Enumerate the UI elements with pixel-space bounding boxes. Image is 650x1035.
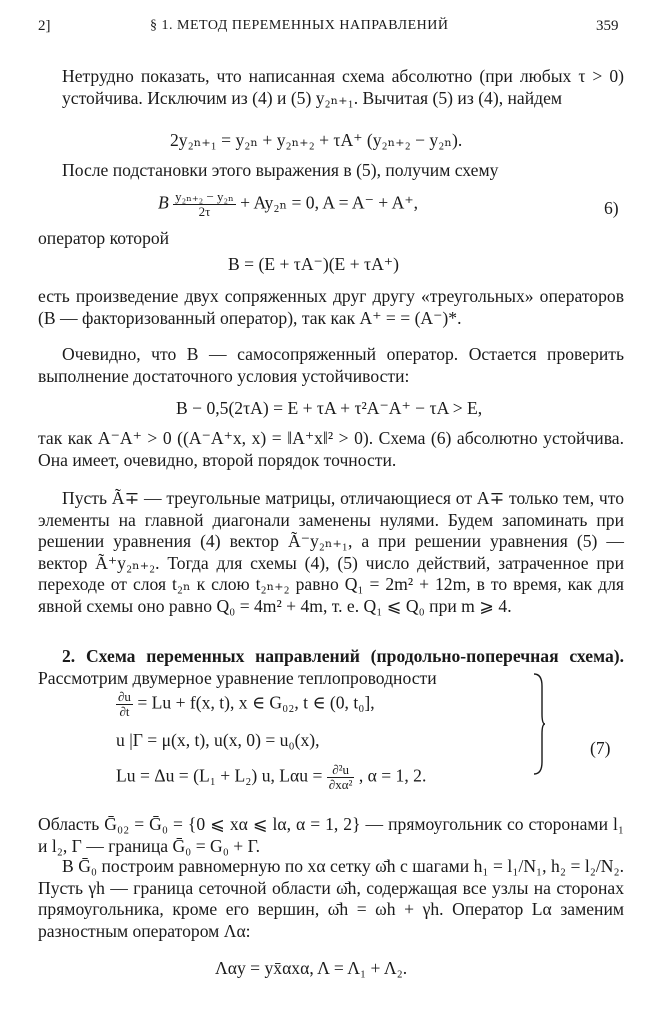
paragraph-5: Очевидно, что B — самосопряженный оператор. Остается проверить выполнение достаточного условия устойчивости: <box>38 344 624 386</box>
running-head: § 1. МЕТОД ПЕРЕМЕННЫХ НАПРАВЛЕНИЙ <box>150 18 449 33</box>
formula-7-line-2: u |Γ = μ(x, t), u(x, 0) = u₀(x), <box>116 730 320 750</box>
formula-7-line-3a: Lu = Δu = (L₁ + L₂) u, Lαu = <box>116 765 323 786</box>
paragraph-3: оператор которой <box>38 228 170 248</box>
formula-7-dx2: ∂xα² <box>328 777 353 792</box>
page-number: 359 <box>596 18 619 34</box>
formula-stability: B − 0,5(2τA) = E + τA + τ²A⁻A⁺ − τA > E, <box>176 398 483 418</box>
formula-7-d2u: ∂²u <box>327 763 355 778</box>
system-brace <box>532 672 546 776</box>
formula-6-rest: + Ay₂ₙ = 0, A = A⁻ + A⁺, <box>240 192 419 213</box>
formula-7-line-3b: , α = 1, 2. <box>358 765 427 786</box>
formula-6-denominator: 2τ <box>198 204 211 219</box>
paragraph-6: так как A⁻A⁺ > 0 ((A⁻A⁺x, x) = ‖A⁺x‖² > 0). Схема (6) абсолютно устойчива. Она имеет, очевидно, второй порядок точности. <box>38 428 624 470</box>
formula-7-line-1-rest: = Lu + f(x, t), x ∈ G₀₂, t ∈ (0, t₀], <box>137 692 375 713</box>
formula-6-B: B <box>158 192 169 213</box>
paragraph-9: Область Ḡ₀₂ = Ḡ₀ = {0 ⩽ xα ⩽ lα, α = 1, 2} — прямоугольник со сторонами l₁ и l₂, Γ — граница Ḡ₀ = G₀ + Γ. <box>38 814 624 856</box>
paragraph-1: Нетрудно показать, что написанная схема абсолютно (при любых τ > 0) устойчива. Исключим из (4) и (5) y₂ₙ₊₁. Вычитая (5) из (4), найдем <box>62 66 624 108</box>
paragraph-8-text: Рассмотрим двумерное уравнение теплопроводности <box>38 667 437 688</box>
formula-7-dt: ∂t <box>119 704 130 719</box>
paragraph-2: После подстановки этого выражения в (5), получим схему <box>62 160 499 180</box>
paragraph-4: есть произведение двух сопряженных друг другу «треугольных» операторов (B — факторизованный оператор), так как A⁺ = = (A⁻)*. <box>38 286 624 328</box>
formula-6-fraction <box>173 190 236 219</box>
formula-7-du-dt <box>116 690 133 719</box>
formula-B: B = (E + τA⁻)(E + τA⁺) <box>228 254 399 274</box>
formula-7-d2u-dx2 <box>327 763 355 792</box>
formula-y2n1: 2y₂ₙ₊₁ = y₂ₙ + y₂ₙ₊₂ + τA⁺ (y₂ₙ₊₂ − y₂ₙ). <box>170 130 463 150</box>
formula-6 <box>158 190 418 219</box>
formula-7-line-3 <box>116 763 426 792</box>
formula-7-line-1 <box>116 690 375 719</box>
equation-label-7: (7) <box>590 738 611 758</box>
chapter-marker: 2] <box>38 18 51 34</box>
formula-7-du: ∂u <box>118 689 131 704</box>
formula-6-numerator: y₂ₙ₊₂ − y₂ₙ <box>175 189 234 204</box>
paragraph-10: В Ḡ₀ построим равномерную по xα сетку ω̄h с шагами h₁ = l₁/N₁, h₂ = l₂/N₂. Пусть γh — граница сеточной области ω̄h, содержащая все узлы на сторонах прямоугольника, кроме его вершин, ω̄h = ωh + γh. Оператор Lα заменим разностным оператором Λα: <box>38 856 624 941</box>
section-heading: 2. Схема переменных направлений (продольно-поперечная схема). <box>62 646 624 666</box>
paragraph-7: Пусть Ã∓ — треугольные матрицы, отличающиеся от A∓ только тем, что элементы на главной диагонали заменены нулями. Будем запоминать при решении уравнения (4) вектор Ã⁻y₂ₙ₊₁, а при решении уравнения (5) — вектор Ã⁺y₂ₙ₊₂. Тогда для схемы (4), (5) число действий, затраченное при переходе от слоя t₂ₙ к слою t₂ₙ₊₂ равно Q₁ = 2m² + 12m, в то время, как для явной схемы оно равно Q₀ = 4m² + 4m, т. е. Q₁ ⩽ Q₀ при m ⩾ 4. <box>38 488 624 616</box>
formula-lambda: Λαy = yx̄αxα, Λ = Λ₁ + Λ₂. <box>215 958 408 978</box>
equation-label-6: 6) <box>604 198 619 218</box>
